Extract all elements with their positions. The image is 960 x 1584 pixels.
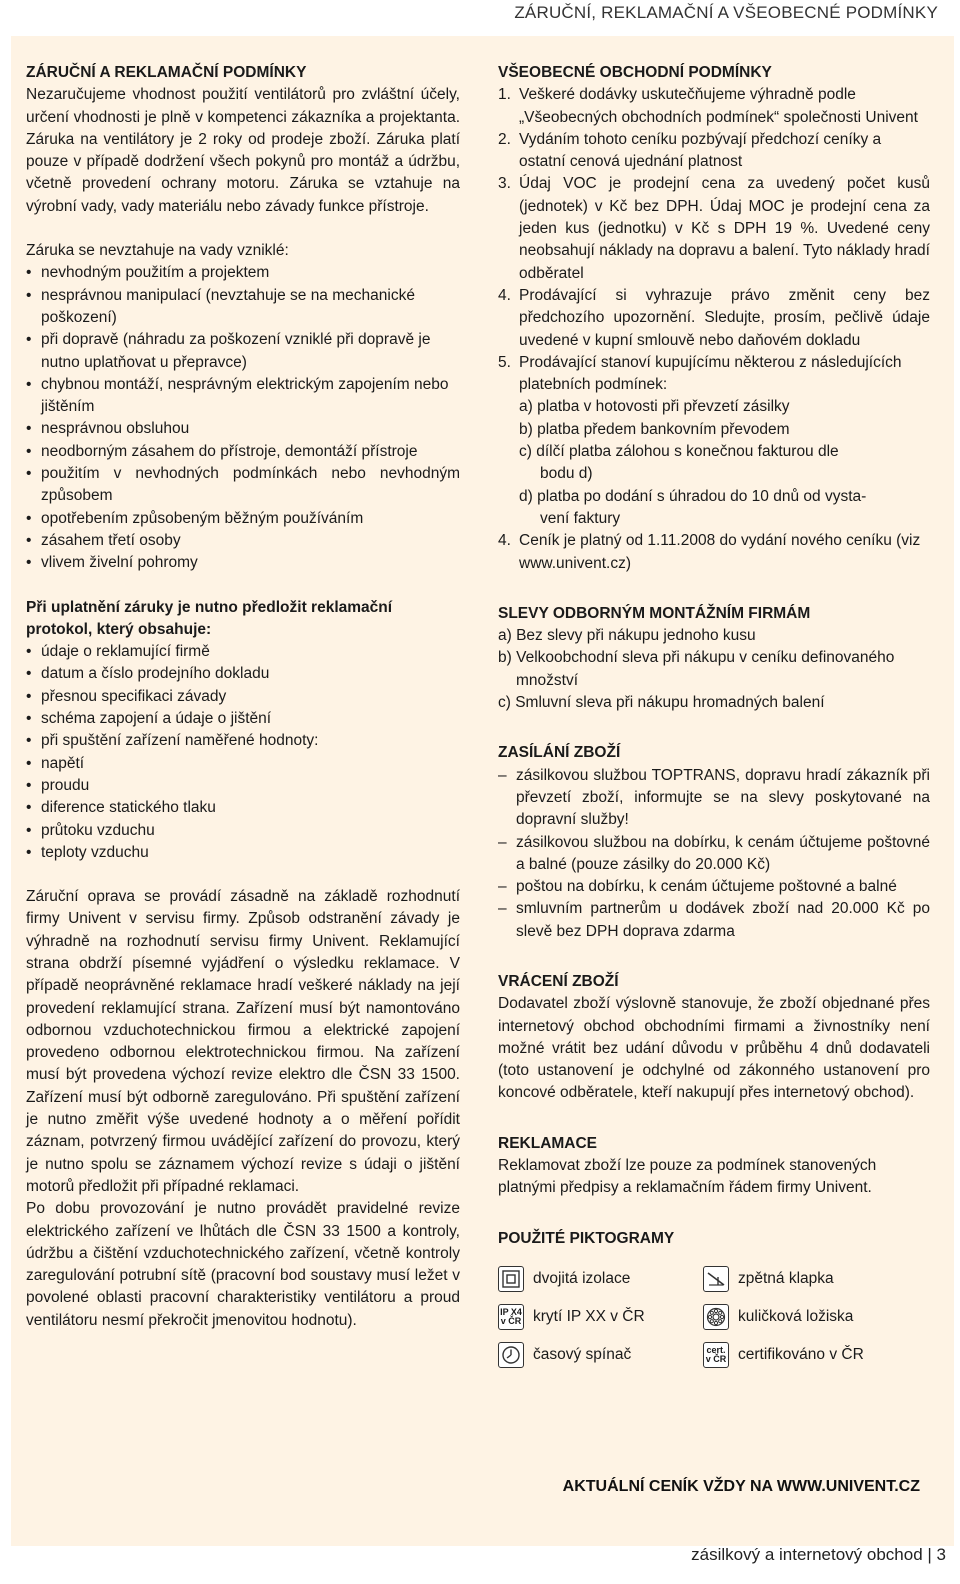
list-item: • nevhodným použitím a projektem (26, 262, 460, 284)
payment-term: c) dílčí platba zálohou s konečnou fakturou dle (519, 443, 839, 461)
list-item: • průtoku vzduchu (26, 820, 460, 842)
right-column (498, 62, 930, 1380)
discount-item: a) Bez slevy při nákupu jednoho kusu (498, 627, 756, 645)
payment-term-cont: vení faktury (540, 509, 621, 527)
list-item: • při dopravě (náhradu za poškození vzniklé při dopravě je nutno uplatňovat u přepravce) (26, 329, 460, 374)
defects-list (26, 262, 460, 574)
list-item: • proudu (26, 775, 460, 797)
list-item: – poštou na dobírku, k cenám účtujeme poštovné a balné (498, 878, 897, 896)
list-item: • diference statického tlaku (26, 797, 460, 819)
list-item: • teploty vzduchu (26, 842, 460, 864)
return-paragraph: Dodavatel zboží výslovně stanovuje, že zboží objednané přes internetový obchod obchodními firmami a živnostníky není možné vrátit bez udání důvodu v průběhu 4 dnů dodavateli (toto ustanovení je odchylné od zákonného ustanovení pro koncové odběratele, kteří nakupují přes internetový obchod). (498, 995, 930, 1102)
payment-term: b) platba předem bankovním převodem (519, 420, 790, 438)
list-item: 4. Prodávající si vyhrazuje právo změnit ceny bez předchozího upozornění. Sledujte, prosím, pečlivě údaje uvedené v kupní smlouvě nebo daňovém dokladu (498, 286, 930, 349)
running-header: ZÁRUČNÍ, REKLAMAČNÍ A VŠEOBECNÉ PODMÍNKY (514, 3, 938, 22)
payment-terms (498, 396, 930, 530)
list-item: 2. Vydáním tohoto ceníku pozbývají předchozí ceníky a ostatní cenová ujednání platnost (498, 130, 882, 171)
return-heading: VRÁCENÍ ZBOŽÍ (498, 972, 619, 990)
repair-paragraph: Záruční oprava se provádí zásadně na základě rozhodnutí firmy Univent v servisu firmy. Způsob odstranění závady je výhradně na rozhodnutí servisu firmy Univent. Reklamující strana obdrží písemné vyjádření o výsledku reklamace. V případě neoprávněné reklamace hradí veškeré náklady na její provedení reklamující strana. Zařízení musí být namontováno odbornou vzduchotechnickou firmou a elektrické zapojení provedeno odbornou elektrotechnickou firmou. Na zařízení musí být provedena výchozí revize elektro dle ČSN 33 1500. Zařízení musí být odborně zaregulováno. Při spuštění zařízení je nutno změřit výše uvedené hodnoty a o měření pořídit záznam, potvrzený firmou uvádějící zařízení do provozu, který je nutno spolu se záznamem výchozí revize s údaji o jištění motorů předložit při případné reklamaci. (26, 888, 460, 1195)
pictogram-ip: IP X4 v ČR krytí IP XX v ČR (498, 1302, 645, 1332)
list-item: • přesnou specifikaci závady (26, 686, 460, 708)
payment-term: a) platba v hotovosti při převzetí zásilky (519, 398, 790, 416)
shipping-list (498, 765, 930, 943)
pictogram-legend (498, 1260, 930, 1380)
double-insulation-icon (498, 1266, 524, 1292)
discounts-heading: SLEVY ODBORNÝM MONTÁŽNÍM FIRMÁM (498, 604, 811, 622)
certificate-icon: cert. v ČR (703, 1342, 729, 1368)
pictogram-certified: cert. v ČR certifikováno v ČR (703, 1340, 864, 1370)
pictogram-double-insulation: dvojitá izolace (498, 1264, 630, 1294)
list-item: – zásilkovou službou na dobírku, k cenám účtujeme poštovné a balné (pouze zásilky do 20.000 Kč) (498, 833, 930, 873)
list-item: 4. Ceník je platný od 1.11.2008 do vydání nového ceníku (viz www.univent.cz) (498, 532, 921, 572)
payment-term-cont: bodu d) (540, 465, 593, 483)
claims-heading: REKLAMACE (498, 1134, 598, 1152)
pictogram-timer: časový spínač (498, 1340, 631, 1370)
operation-paragraph: Po dobu provozování je nutno provádět pravidelné revize elektrického zařízení ve lhůtách dle ČSN 33 1500 a kontroly, údržbu a čištění vzduchotechnického zařízení, včetně kontroly zaregulování potrubní sítě (pracovní bod soustavy musí ležet v povolené oblasti pracovní charakteristiky ventilátoru a proud ventilátoru nesmí překročit jmenovitou hodnotu). (26, 1200, 460, 1329)
ip-rating-icon: IP X4 v ČR (498, 1304, 524, 1330)
list-item: • vlivem živelní pohromy (26, 552, 460, 574)
list-item: • datum a číslo prodejního dokladu (26, 663, 460, 685)
pictogram-ball-bearings: kuličková ložiska (703, 1302, 853, 1332)
list-item: • neodborným zásahem do přístroje, demontáží přístroje (26, 441, 460, 463)
list-item: • chybnou montáží, nesprávným elektrickým zapojením nebo jištěním (26, 374, 460, 419)
protocol-title: Při uplatnění záruky je nutno předložit reklamační protokol, který obsahuje: (26, 598, 393, 638)
list-item: • zásahem třetí osoby (26, 530, 460, 552)
claims-paragraph: Reklamovat zboží lze pouze za podmínek stanovených platnými předpisy a reklamačním řádem firmy Univent. (498, 1157, 877, 1197)
general-terms-list (498, 84, 930, 396)
list-item: 5. Prodávající stanoví kupujícímu některou z následujících platebních podmínek: (498, 353, 902, 394)
list-item: – zásilkovou službou TOPTRANS, dopravu hradí zákazník při převzetí zboží, informujte se na slevy poskytované na dopravní služby! (498, 766, 930, 829)
list-item: • při spuštění zařízení naměřené hodnoty: (26, 730, 460, 752)
price-list-link-note: AKTUÁLNÍ CENÍK VŽDY NA WWW.UNIVENT.CZ (562, 1478, 920, 1495)
discount-item: c) Smluvní sleva při nákupu hromadných balení (498, 694, 825, 712)
list-item: 3. Údaj VOC je prodejní cena za uvedený počet kusů (jednotek) v Kč bez DPH. Údaj MOC je prodejní cena za jeden kus (jednotku) v Kč s DPH 19 %. Uvedené ceny neobsahují náklady na dopravu a balení. Tyto náklady hradí odběratel (498, 175, 930, 282)
warranty-intro: Nezaručujeme vhodnost použití ventilátorů pro zvláštní účely, určení vhodnosti je plně v kompetenci zákazníka a projektanta. Záruka na ventilátory je 2 roky od prodeje zboží. Záruka platí pouze v případě dodržení všech pokynů pro montáž a údržbu, včetně provedení ochrany motoru. Záruka se vztahuje na výrobní vady, vady materiálu nebo závady funkce přístroje. (26, 86, 460, 215)
payment-term: d) platba po dodání s úhradou do 10 dnů od vysta- (519, 487, 867, 505)
discount-item: b) Velkoobchodní sleva při nákupu v ceníku definovaného množství (498, 649, 895, 689)
left-column (26, 62, 460, 1332)
list-item: – smluvním partnerům u dodávek zboží nad 20.000 Kč po slevě bez DPH doprava zdarma (498, 900, 930, 940)
ball-bearing-icon (703, 1304, 729, 1330)
general-terms-validity (498, 530, 930, 575)
pictogram-check-valve: zpětná klapka (703, 1264, 834, 1294)
defects-title: Záruka se nevztahuje na vady vzniklé: (26, 242, 289, 260)
clock-icon (498, 1342, 524, 1368)
list-item: • nesprávnou manipulací (nevztahuje se na mechanické poškození) (26, 285, 460, 330)
pictograms-heading: POUŽITÉ PIKTOGRAMY (498, 1229, 675, 1247)
list-item: • opotřebením způsobeným běžným používáním (26, 508, 460, 530)
check-valve-icon (703, 1266, 729, 1292)
list-item: • nesprávnou obsluhou (26, 418, 460, 440)
shipping-heading: ZASÍLÁNÍ ZBOŽÍ (498, 744, 621, 762)
list-item: • napětí (26, 753, 460, 775)
list-item: • použitím v nevhodných podmínkách nebo nevhodným způsobem (26, 463, 460, 508)
list-item: • údaje o reklamující firmě (26, 641, 460, 663)
page-footer: zásilkový a internetový obchod | 3 (691, 1545, 946, 1564)
warranty-heading: ZÁRUČNÍ A REKLAMAČNÍ PODMÍNKY (26, 64, 307, 81)
list-item: 1. Veškeré dodávky uskutečňujeme výhradně podle „Všeobecných obchodních podmínek“ společnosti Univent (498, 86, 918, 126)
protocol-list (26, 641, 460, 864)
general-terms-heading: VŠEOBECNÉ OBCHODNÍ PODMÍNKY (498, 64, 772, 81)
list-item: • schéma zapojení a údaje o jištění (26, 708, 460, 730)
